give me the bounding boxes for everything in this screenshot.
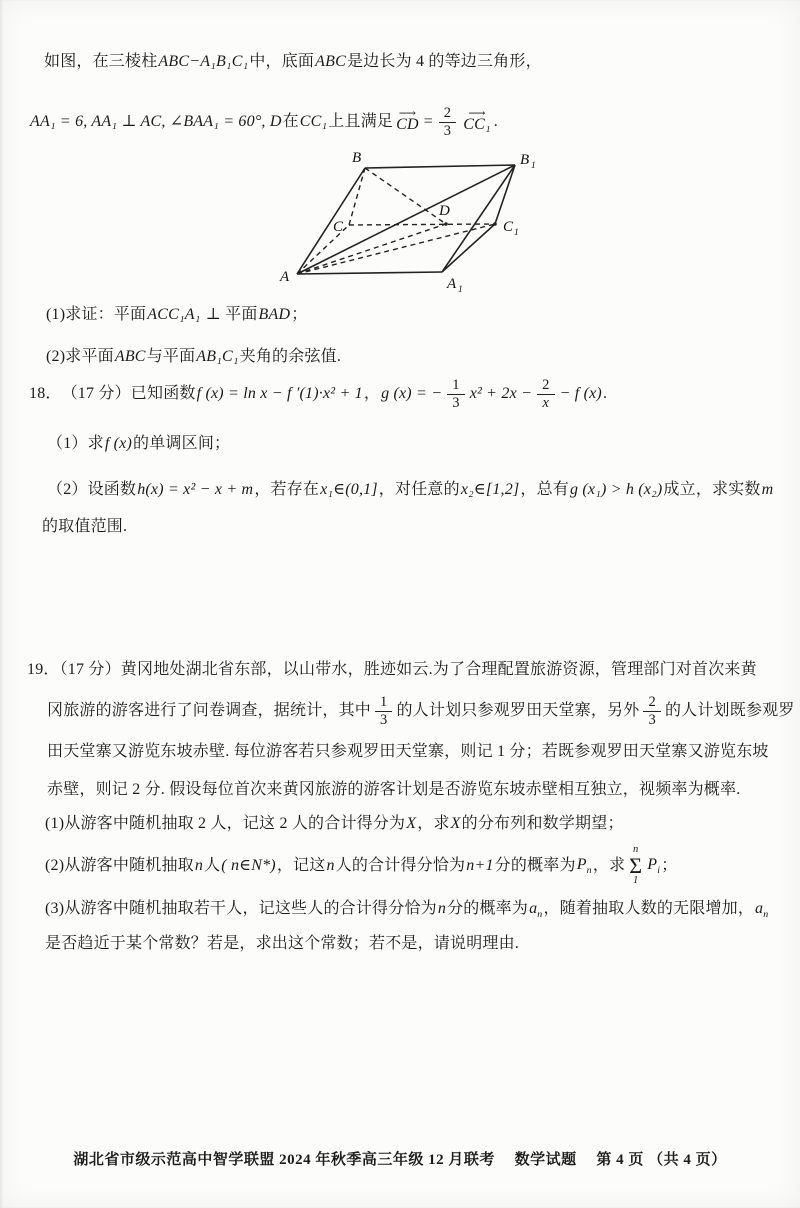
q18-part2-cont-text: 的取值范围.	[42, 518, 128, 535]
q19-an	[528, 900, 543, 921]
q19-part2-text5: 分的概率为	[494, 857, 576, 875]
vector-cd	[396, 105, 419, 134]
q18-part2-text2: ，若存在	[254, 481, 320, 498]
edge-AC1-dashed	[297, 224, 495, 274]
q19-line4-text: 赤壁，则记 2 分. 假设每位首次来黄冈旅游的游客计划是否游览东坡赤壁相互独立，视频率为概率.	[47, 781, 741, 798]
q19-Pn-letter: P	[576, 856, 587, 874]
prism-solid-edges	[297, 165, 515, 274]
edge-BC-dashed	[349, 168, 365, 225]
fraction-two-thirds	[643, 694, 660, 727]
q17-part1-math: ACC₁A₁	[147, 306, 201, 323]
q18-comma: ，	[363, 385, 381, 403]
q19-line3-text: 田天堂寨又游览东坡赤壁. 每位游客若只参观罗田天堂寨，则记 1 分；若既参观罗田天堂寨又游览东坡	[47, 743, 769, 760]
fraction-two-thirds	[439, 105, 456, 138]
page-footer	[0, 1148, 800, 1169]
q17-part1-end: ；	[291, 306, 308, 323]
q19-part3-cont	[45, 932, 519, 955]
q17-part2-math2: AB₁C₁	[196, 348, 239, 365]
q19-part1-text2: ，求	[417, 815, 450, 832]
q19-line2-text: 冈旅游的游客进行了问卷调查，据统计，其中	[47, 702, 372, 720]
q19-line4	[47, 778, 740, 801]
q19-variable-X: X	[406, 815, 417, 832]
q18-x2-interval: x₂∈[1,2]	[460, 481, 520, 498]
q17-math-conditions: AA₁ = 6, AA₁ ⊥ AC, ∠BAA₁ = 60°, D	[30, 113, 282, 131]
label-D: D	[439, 203, 450, 219]
edge-AB	[297, 168, 365, 274]
q19-an-subscript: n	[763, 909, 769, 921]
q18-head	[29, 366, 607, 422]
q19-part2-end: ；	[661, 857, 678, 875]
vector-cc1-label: CC₁	[463, 116, 491, 134]
summation-symbol	[629, 845, 642, 887]
q18-fx-definition: f (x) = ln x − f ′(1)·x² + 1	[196, 385, 363, 403]
q17-part2-text2: 与平面	[146, 348, 196, 365]
q17-text: 中，底面	[249, 53, 315, 70]
fraction-denominator: 3	[380, 711, 388, 728]
q19-head-text: 19．（17 分）黄冈地处湖北省东部，以山带水，胜迹如云.为了合理配置旅游资源，管理部门对首次来黄	[27, 661, 757, 678]
fraction-denominator: 3	[452, 394, 460, 411]
q18-x1-interval: x₁∈(0,1]	[320, 481, 378, 498]
q17-intro-line	[44, 50, 542, 73]
label-A1-sub: 1	[458, 285, 463, 295]
vector-arrow-icon: ⟶	[398, 105, 417, 120]
label-B: B	[352, 150, 362, 166]
q18-part1	[47, 432, 230, 455]
label-C: C	[333, 219, 344, 235]
edge-CC1-dashed	[349, 224, 495, 225]
q17-text: 如图，在三棱柱	[44, 53, 158, 70]
edge-BB1	[365, 165, 515, 168]
q17-part1	[46, 303, 307, 326]
prism-dashed-edges	[297, 168, 495, 274]
q19-line3	[47, 740, 769, 763]
q19-an	[754, 900, 769, 921]
q19-line2	[47, 686, 795, 736]
q18-part1-end: 的单调区间；	[133, 435, 231, 452]
q19-part2-text6: ，求	[592, 857, 626, 875]
fraction-numerator: 2	[537, 377, 554, 394]
q18-gx-end: − f (x)	[559, 385, 602, 403]
q17-math-prism: ABC−A₁B₁C₁	[158, 53, 249, 70]
q19-n-plus-1: n+1	[466, 857, 494, 875]
q17-part1-math2: BAD	[258, 306, 291, 323]
edge-A1C1	[442, 224, 495, 272]
q19-part2	[45, 843, 677, 889]
sum-upper-limit: n	[633, 844, 639, 856]
q19-part3-cont-text: 是否趋近于某个常数？若是，求出这个常数；若不是，请说明理由.	[45, 935, 520, 952]
q19-n-in-N: ( n∈N*)	[221, 857, 276, 875]
q19-Pi-subscript: i	[657, 865, 661, 877]
edge-AA1	[297, 272, 442, 274]
q19-an-letter: a	[529, 900, 538, 917]
edge-BD-dashed	[365, 168, 446, 224]
label-C1: C	[503, 219, 514, 235]
q18-part2-text4: ，总有	[520, 481, 569, 498]
q18-hx-definition: h(x) = x² − x + m	[137, 481, 254, 498]
q17-text: 在	[282, 113, 299, 131]
q19-part1	[45, 812, 624, 835]
fraction-denominator: 3	[648, 711, 656, 728]
q17-part2-end: 夹角的余弦值.	[239, 348, 342, 365]
vector-cc1	[463, 105, 491, 134]
point-D	[444, 222, 448, 226]
q19-part3-text3: ，随着抽取人数的无限增加，	[543, 900, 755, 917]
q18-variable-m: m	[761, 481, 774, 498]
q19-part3	[45, 897, 769, 923]
prism-figure	[262, 149, 577, 299]
label-A1: A	[447, 276, 457, 292]
q18-inequality: g (x₁) > h (x₂)	[569, 481, 663, 498]
prism-figure-svg	[262, 149, 577, 299]
q18-period: .	[602, 385, 608, 403]
q19-part2-text3: ，记这	[276, 857, 326, 875]
q19-part2-text2: 人	[204, 857, 221, 875]
vector-cd-label: CD	[396, 116, 419, 134]
q18-points: （17 分）已知函数	[61, 385, 196, 403]
q18-part2	[47, 478, 774, 501]
q19-variable-n: n	[326, 857, 335, 875]
equals-sign: =	[422, 113, 434, 131]
q19-line2-text3: 的人计划既参观罗	[664, 702, 795, 720]
q19-part2-text: (2)从游客中随机抽取	[45, 857, 194, 875]
label-B1-sub: 1	[531, 161, 536, 171]
q18-part1-text: （1）求	[47, 435, 104, 452]
q19-head	[27, 658, 757, 681]
label-C1-sub: 1	[514, 228, 519, 238]
fraction-denominator: 3	[443, 122, 452, 139]
q18-gx-start: g (x) = −	[381, 385, 443, 403]
q19-variable-n: n	[437, 900, 447, 917]
q19-Pn-subscript: n	[586, 865, 592, 877]
q19-Pi	[646, 853, 661, 879]
q17-text: 是边长为 4 的等边三角形，	[346, 53, 542, 70]
perpendicular-text: ⊥ 平面	[201, 306, 258, 323]
fraction-numerator: 2	[643, 694, 660, 711]
q17-part2	[46, 345, 341, 368]
q17-part2-text: (2)求平面	[46, 348, 114, 365]
q19-Pi-letter: P	[647, 856, 658, 874]
fraction-numerator: 1	[447, 377, 464, 394]
q19-part2-text4: 人的合计得分恰为	[335, 857, 466, 875]
q19-line2-text2: 的人计划只参观罗田天堂寨，另外	[396, 702, 640, 720]
point-C1	[493, 222, 497, 226]
q19-an-subscript: n	[537, 909, 543, 921]
footer-text: 湖北省市级示范高中智学联盟 2024 年秋季高三年级 12 月联考 数学试题 第 4 页 （共 4 页）	[73, 1152, 727, 1168]
q19-variable-n: n	[194, 857, 204, 875]
q19-an-letter: a	[755, 900, 764, 917]
edge-AD-dashed	[297, 224, 446, 274]
label-B1: B	[520, 152, 530, 168]
fraction-numerator: 2	[439, 105, 456, 122]
sigma-icon: Σ	[629, 852, 643, 878]
q17-text: 上且满足	[328, 113, 394, 131]
fraction-one-third	[375, 694, 392, 727]
q19-part3-text2: 分的概率为	[447, 900, 529, 917]
q18-number: 18．	[29, 385, 62, 403]
q17-math-abc: ABC	[315, 53, 346, 70]
vector-arrow-icon: ⟶	[468, 105, 486, 120]
q18-gx-middle: x² + 2x −	[469, 385, 533, 403]
q18-part1-math: f (x)	[104, 435, 133, 452]
q17-part1-text: (1)求证：平面	[46, 306, 147, 323]
q19-Pn	[576, 853, 593, 879]
q17-text: .	[493, 113, 498, 131]
q19-variable-X: X	[450, 815, 461, 832]
sum-lower-limit: 1	[633, 875, 639, 887]
fraction-one-third	[447, 377, 464, 410]
q17-math-cc1: CC₁	[299, 113, 328, 131]
label-A: A	[280, 269, 290, 285]
q18-part2-text: （2）设函数	[47, 481, 137, 498]
q18-part2-text3: ，对任意的	[378, 481, 460, 498]
q18-part2-cont	[42, 515, 127, 538]
q18-part2-text5: 成立，求实数	[663, 481, 761, 498]
q19-part1-text: (1)从游客中随机抽取 2 人，记这 2 人的合计得分为	[45, 815, 406, 832]
q19-part1-end: 的分布列和数学期望；	[461, 815, 624, 832]
fraction-numerator: 1	[375, 694, 392, 711]
q17-part2-math: ABC	[114, 348, 146, 365]
fraction-two-over-x	[537, 377, 554, 410]
fraction-denominator: x	[542, 394, 550, 411]
q17-condition-line	[29, 96, 498, 148]
edge-AB1-diagonal	[297, 165, 515, 274]
q19-part3-text: (3)从游客中随机抽取若干人，记这些人的合计得分恰为	[45, 900, 437, 917]
